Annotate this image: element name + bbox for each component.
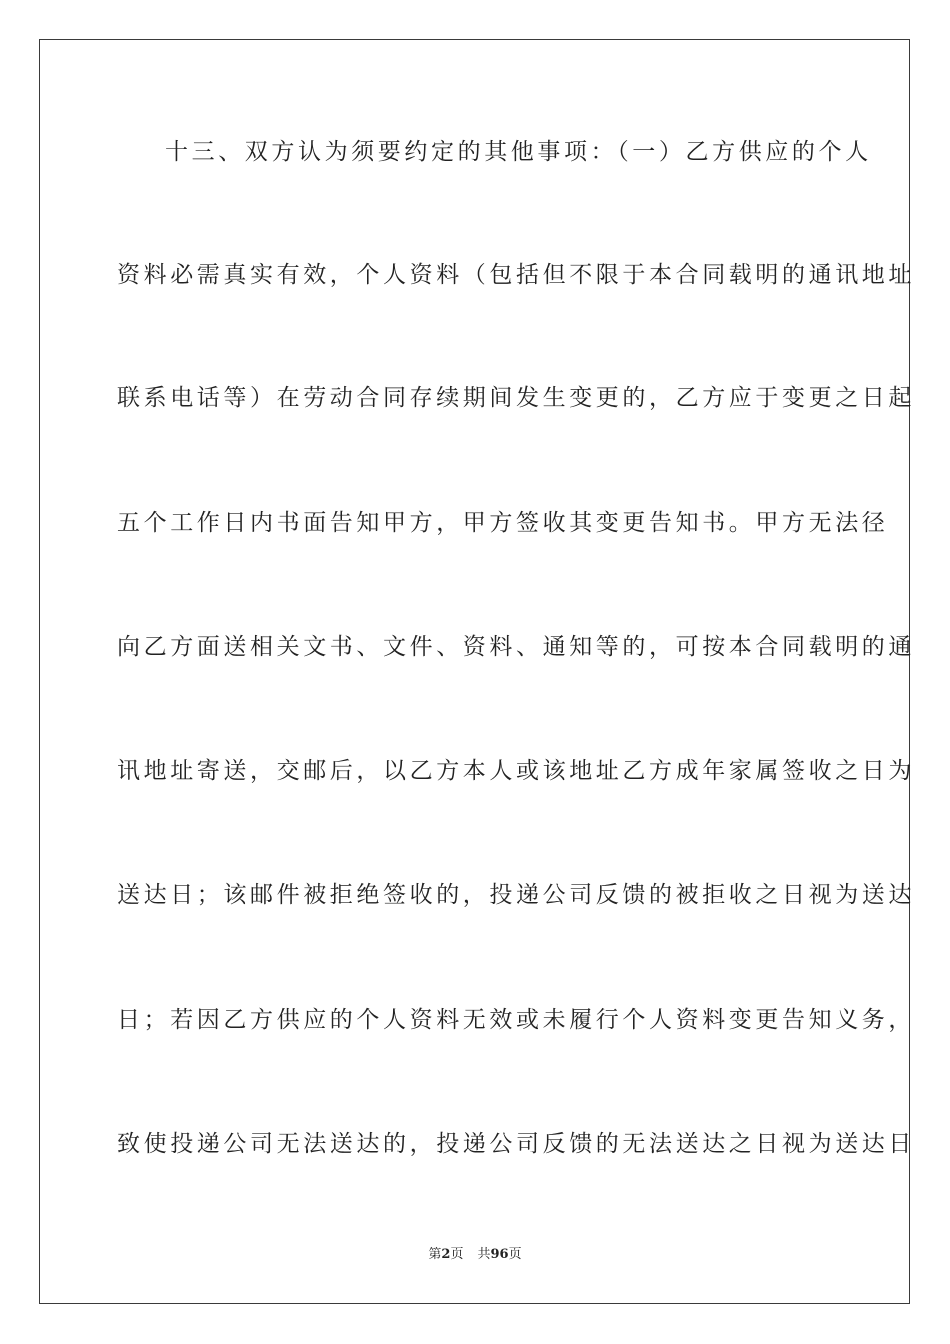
page-footer xyxy=(0,1247,950,1263)
body-text-line-3: 联系电话等）在劳动合同存续期间发生变更的，乙方应于变更之日起 xyxy=(117,385,915,411)
total-suffix: 页 xyxy=(508,1247,522,1262)
page-suffix: 页 xyxy=(450,1247,464,1262)
body-text-line-2: 资料必需真实有效，个人资料（包括但不限于本合同载明的通讯地址 xyxy=(117,262,915,288)
page-prefix: 第 xyxy=(428,1247,442,1262)
body-text-line-8: 日；若因乙方供应的个人资料无效或未履行个人资料变更告知义务， xyxy=(117,1007,915,1033)
total-prefix: 共 xyxy=(477,1247,491,1262)
body-text-line-7: 送达日；该邮件被拒绝签收的，投递公司反馈的被拒收之日视为送达 xyxy=(117,882,915,908)
body-text-line-1: 十三、双方认为须要约定的其他事项：（一）乙方供应的个人 xyxy=(165,139,872,165)
page-border xyxy=(39,39,915,1304)
body-text-line-9: 致使投递公司无法送达的，投递公司反馈的无法送达之日视为送达日 xyxy=(117,1131,915,1157)
page-number: 2 xyxy=(441,1247,451,1262)
body-text-line-4: 五个工作日内书面告知甲方，甲方签收其变更告知书。甲方无法径 xyxy=(117,510,889,536)
total-pages: 96 xyxy=(490,1247,509,1262)
body-text-line-5: 向乙方面送相关文书、文件、资料、通知等的，可按本合同载明的通 xyxy=(117,634,915,660)
body-text-line-6: 讯地址寄送，交邮后，以乙方本人或该地址乙方成年家属签收之日为 xyxy=(117,758,915,784)
